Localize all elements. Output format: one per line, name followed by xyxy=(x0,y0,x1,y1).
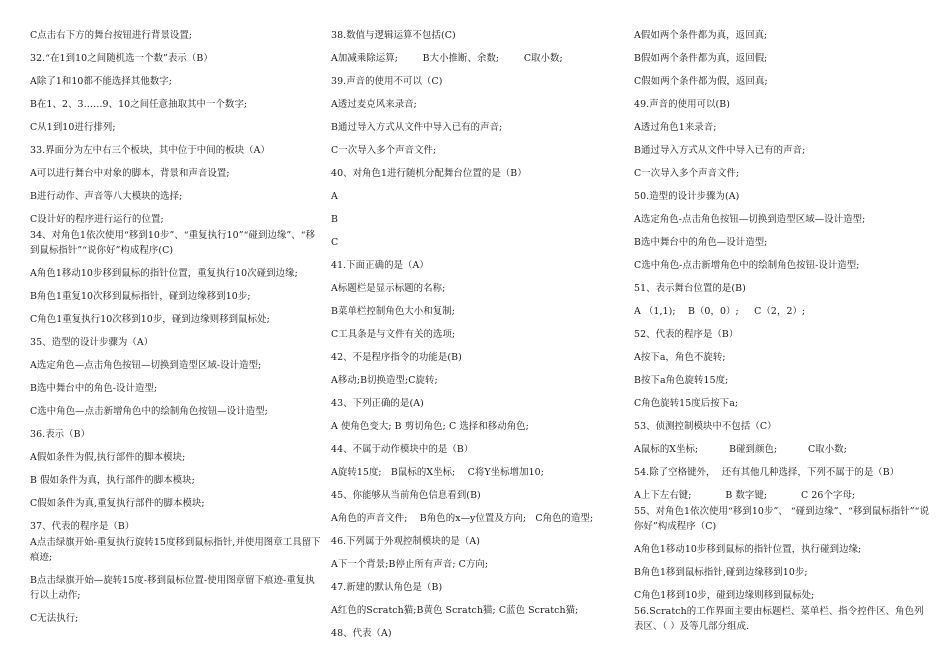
option-line: A透过麦克风来录音; xyxy=(331,99,417,110)
option-line: A可以进行舞台中对象的脚本，背景和声音设置; xyxy=(30,168,230,179)
option-line: C设计好的程序进行运行的位置; xyxy=(30,214,164,225)
option-line: A鼠标的X坐标; B碰到颜色; C取小数; xyxy=(634,444,847,455)
option-line: B点击绿旗开始—旋转15度-移到鼠标位置-使用图章留下痕迹-重复执行以上动作; xyxy=(30,575,315,601)
option-line: A选定角色—点击角色按钮—切换到造型区域-设计造型; xyxy=(30,360,262,371)
option-line: A下一个背景;B停止所有声音; C方向; xyxy=(331,559,489,570)
option-line: A角色1移动10步移到鼠标的指针位置，重复执行10次碰到边缘; xyxy=(30,268,298,279)
option-line: C一次导入多个声音文件; xyxy=(331,145,437,156)
question-51: 51、表示舞台位置的是(B) xyxy=(634,283,746,294)
question-45: 45、你能够从当前角色信息看到(B) xyxy=(331,490,481,501)
option-line: C一次导入多个声音文件; xyxy=(634,168,740,179)
option-line: A除了1和10都不能选择其他数字; xyxy=(30,76,173,87)
question-54: 54.除了空格键外， 还有其他几种选择，下列不属于的是（B） xyxy=(634,467,900,478)
question-42: 42、不是程序指令的功能是(B) xyxy=(331,352,462,363)
option-line: A标题栏是显示标题的名称; xyxy=(331,283,446,294)
option-line: B按下a角色旋转15度; xyxy=(634,375,729,386)
option-line: A选定角色-点击角色按钮—切换到造型区域—设计造型; xyxy=(634,214,866,225)
option-line: A假如条件为假,执行部件的脚本模块; xyxy=(30,452,186,463)
option-line: B通过导入方式从文件中导入已有的声音; xyxy=(634,145,806,156)
option-line: B选中舞台中的角色—设计造型; xyxy=(634,237,768,248)
option-line: C假如条件为真,重复执行部件的脚本模块; xyxy=(30,498,205,509)
question-35: 35、造型的设计步骤为（A） xyxy=(30,337,154,348)
option-line: C假如两个条件都为假，返回真; xyxy=(634,76,768,87)
question-41: 41.下面正确的是（A） xyxy=(331,260,429,271)
option-line: B在1、2、3……9、10之间任意抽取其中一个数字; xyxy=(30,99,248,110)
question-32: 32.“在1到10之间随机选一个数”表示（B） xyxy=(30,53,213,64)
option-line: A移动;B切换造型;C旋转; xyxy=(331,375,438,386)
option-line: C xyxy=(331,237,339,248)
question-39: 39.声音的使用不可以（C) xyxy=(331,76,443,87)
question-50: 50.造型的设计步骤为(A) xyxy=(634,191,740,202)
option-line: C角色旋转15度后按下a; xyxy=(634,398,739,409)
question-53: 53、侦测控制模块中不包括（C） xyxy=(634,421,777,432)
option-line: B xyxy=(331,214,338,225)
option-line: A 使角色变大; B 剪切角色; C 选择和移动角色; xyxy=(331,421,529,432)
question-56: 56.Scratch的工作界面主要由标题栏、菜单栏、指令控件区、角色列表区、（ ）及等几部分组成. xyxy=(634,606,924,632)
option-line: B选中舞台中的角色-设计造型; xyxy=(30,383,158,394)
question-46: 46.下列属于外观控制模块的是（A) xyxy=(331,536,481,547)
option-line: B进行动作、声音等八大模块的选择; xyxy=(30,191,183,202)
question-43: 43、下列正确的是(A) xyxy=(331,398,424,409)
question-48: 48、代表（A) xyxy=(331,628,392,639)
question-52: 52、代表的程序是（B） xyxy=(634,329,739,340)
option-line: C角色1移到10步，碰到边缘则移到鼠标处; xyxy=(634,590,815,601)
option-line: A按下a，角色不旋转; xyxy=(634,352,726,363)
option-line: C选中角色-点击新增角色中的绘制角色按钮-设计造型; xyxy=(634,260,860,271)
question-37: 37、代表的程序是（B） xyxy=(30,521,135,532)
option-line: A xyxy=(331,191,338,202)
option-line: C无法执行; xyxy=(30,613,79,624)
option-line: A角色1移动10步移到鼠标的指针位置，执行碰到边缘; xyxy=(634,544,862,555)
option-line: A透过角色1来录音; xyxy=(634,122,717,133)
option-line: B 假如条件为真，执行部件的脚本模块; xyxy=(30,475,195,486)
option-line: A上下左右键; B 数字键; C 26个字母; xyxy=(634,490,856,501)
option-line: A点击绿旗开始-重复执行旋转15度移到鼠标指针,并使用图章工具留下痕迹; xyxy=(30,537,321,563)
option-line: A加减乘除运算; B大小推断、余数; C取小数; xyxy=(331,53,563,64)
option-line: C从1到10进行排列; xyxy=(30,122,116,133)
question-47: 47.新建的默认角色是（B) xyxy=(331,582,443,593)
option-line: A旋转15度; B鼠标的X坐标; C将Y坐标增加10; xyxy=(331,467,544,478)
question-44: 44、不属于动作模块中的是（B） xyxy=(331,444,474,455)
option-line: A红色的Scratch猫;B黄色 Scratch猫; C蓝色 Scratch猫; xyxy=(331,605,579,616)
option-line: C选中角色—点击新增角色中的绘制角色按钮—设计造型; xyxy=(30,406,268,417)
question-33: 33.界面分为左中右三个板块，其中位于中间的板块（A） xyxy=(30,145,271,156)
option-line: C工具条是与文件有关的选项; xyxy=(331,329,456,340)
option-line: A角色的声音文件; B角色的x—y位置及方向; C角色的造型; xyxy=(331,513,594,524)
option-line: B角色1移到鼠标指针,碰到边缘移到10步; xyxy=(634,567,808,578)
option-line: B通过导入方式从文件中导入已有的声音; xyxy=(331,122,503,133)
option-line: B菜单栏控制角色大小和复制; xyxy=(331,306,455,317)
option-line: C角色1重复执行10次移到10步，碰到边缘则移到鼠标处; xyxy=(30,314,270,325)
text-line: C点击右下方的舞台按钮进行背景设置; xyxy=(30,30,193,41)
question-34: 34、对角色1依次使用“移到10步”、“重复执行10”“碰到边缘”、“移到鼠标指针”“说你好”构成程序(C) xyxy=(30,230,316,256)
option-line: A （1,1); B（0，0）; C（2，2）; xyxy=(634,306,806,317)
question-55: 55、对角色1依次使用“移到10步”、 “碰到边缘”、“移到鼠标指针”“说你好”构成程序（C) xyxy=(634,506,930,532)
question-49: 49.声音的使用可以(B) xyxy=(634,99,731,110)
question-38: 38.数值与逻辑运算不包括(C) xyxy=(331,30,456,41)
question-40: 40、对角色1进行随机分配舞台位置的是（B） xyxy=(331,168,527,179)
option-line: B假如两个条件都为真，返回假; xyxy=(634,53,768,64)
question-36: 36.表示（B） xyxy=(30,429,91,440)
option-line: A假如两个条件都为真，返回真; xyxy=(634,30,768,41)
option-line: B角色1重复10次移到鼠标指针，碰到边缘移到10步; xyxy=(30,291,251,302)
